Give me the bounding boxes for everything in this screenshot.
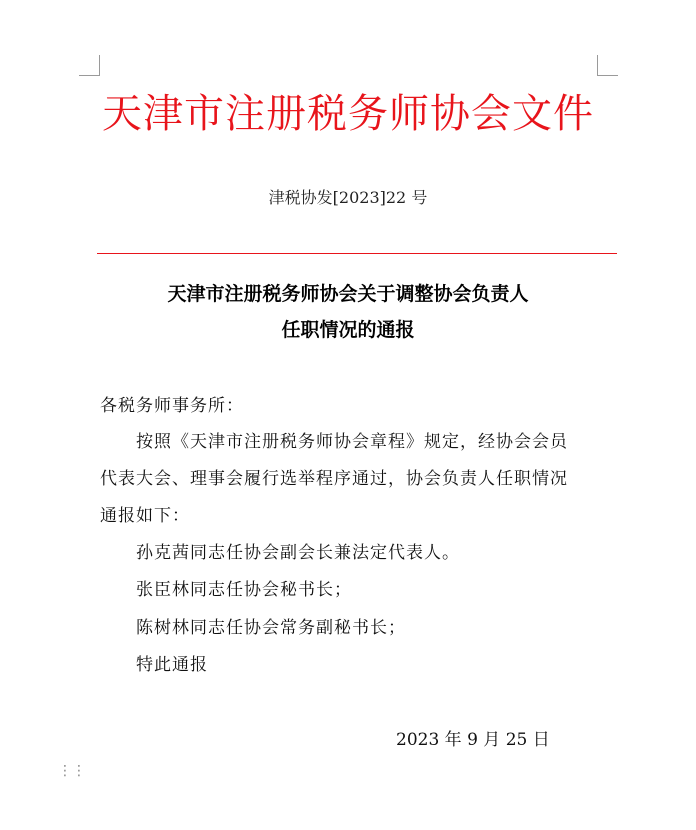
margin-corner-top-right	[597, 55, 618, 76]
margin-corner-top-left	[79, 55, 100, 76]
paragraph-line-1: 按照《天津市注册税务师协会章程》规定，经协会会员	[136, 432, 568, 452]
document-date: 2023 年 9 月 25 日	[396, 730, 550, 750]
closing-line: 特此通报	[136, 655, 208, 675]
document-title-line-1: 天津市注册税务师协会关于调整协会负责人	[167, 283, 529, 305]
appointment-item: 张臣林同志任协会秘书长；	[136, 580, 352, 600]
paragraph-line-3: 通报如下：	[100, 506, 190, 526]
paragraph-line-2: 代表大会、理事会履行选举程序通过，协会负责人任职情况	[100, 469, 568, 489]
document-number: 津税协发[2023]22 号	[268, 188, 428, 207]
salutation: 各税务师事务所：	[100, 396, 244, 416]
appointment-item: 孙克茜同志任协会副会长兼法定代表人。	[136, 543, 460, 563]
document-header: 天津市注册税务师协会文件	[102, 91, 594, 137]
red-divider-rule	[97, 253, 617, 254]
appointment-item: 陈树林同志任协会常务副秘书长；	[136, 618, 406, 638]
drag-handle-icon[interactable]: ⋮⋮	[58, 763, 86, 779]
document-title-line-2: 任职情况的通报	[281, 319, 415, 341]
